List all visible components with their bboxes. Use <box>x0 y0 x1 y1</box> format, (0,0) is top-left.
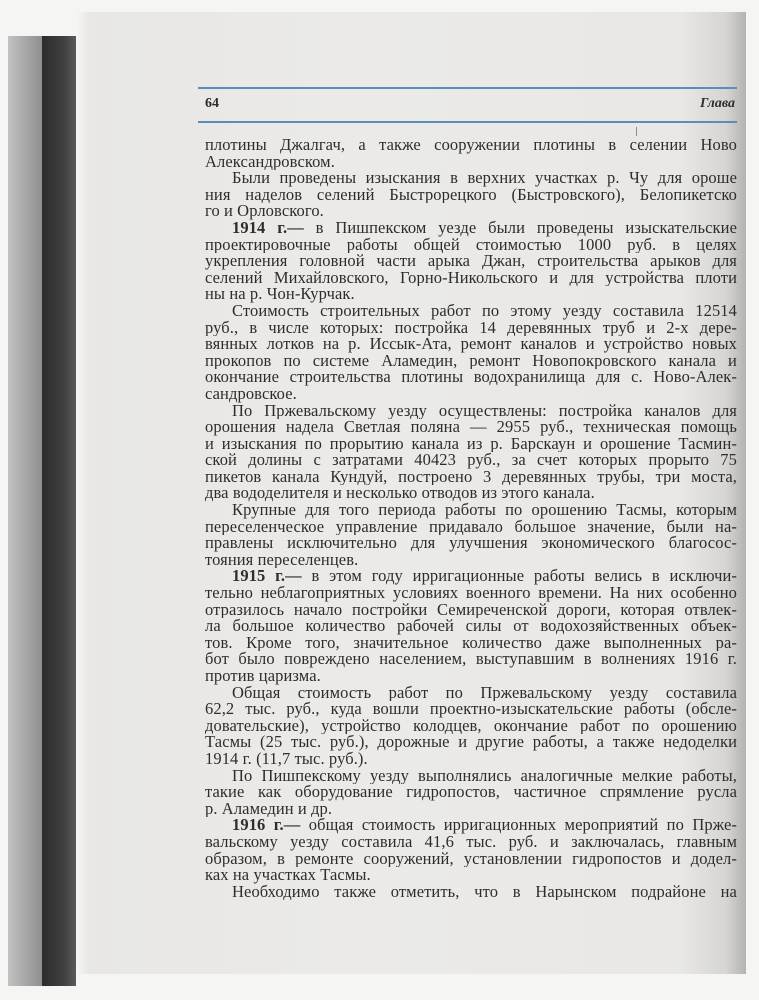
year-heading: 1914 г.— <box>232 219 304 237</box>
running-head: Глава <box>699 96 735 111</box>
text-line: Стоимость строительных работ по этому уезду составила 12514 <box>232 302 737 320</box>
text-line: тельно неблагоприятных условиях военного времени. На них особенно <box>205 585 737 602</box>
text-line <box>205 817 737 834</box>
text-line: тов. Кроме того, значительное количество даже выполненных ра- <box>205 634 737 652</box>
text-line: ны на р. Чон-Курчак. <box>205 286 355 303</box>
text-line: прокопов по системе Аламедин, ремонт Новопокровского канала и <box>205 352 737 370</box>
text-line: р. Аламедин и др. <box>205 800 333 818</box>
page-number: 64 <box>205 96 219 111</box>
scan-mark <box>636 127 637 136</box>
text-line: вянных лотков на р. Иссык-Ата, ремонт каналов и устройство новых <box>205 336 737 353</box>
text-line: Александровском. <box>205 153 335 171</box>
text-line <box>205 220 737 237</box>
text-line: пикетов канала Кундуй, построено 3 деревянных трубы, три моста, <box>205 468 737 486</box>
text-line: ской долины с затратами 40423 руб., за счет которых прорыто 75 <box>205 452 737 469</box>
text-line: укрепления головной части арыка Джан, строительства арыков для <box>205 253 737 270</box>
text-line: два вододелителя и несколько отводов из этого канала. <box>205 485 595 503</box>
text-line: довательские), устройство колодцев, окончание работ по орошению <box>205 717 737 735</box>
text-line: го и Орловского. <box>205 203 324 220</box>
text-line: такие как оборудование гидропостов, частичное спрямление русла <box>205 784 737 801</box>
text-line: сандровское. <box>205 385 297 403</box>
text-line-rest: общая стоимость ирригационных мероприятий по Прже- <box>300 817 737 834</box>
text-line: против царизма. <box>205 668 321 685</box>
text-line: Крупные для того периода работы по орошению Тасмы, которым <box>232 502 737 519</box>
text-line: ла большое количество рабочей силы от водохозяйственных объек- <box>205 618 737 635</box>
text-line: руб., в числе которых: постройка 14 деревянных труб и 2-х дере- <box>205 319 737 337</box>
text-line: тояния переселенцев. <box>205 551 359 569</box>
text-line: 1914 г. (11,7 тыс. руб.). <box>205 750 368 768</box>
text-line: проектировочные работы общей стоимостью 1000 руб. в целях <box>205 236 737 254</box>
scanner-edge <box>8 36 44 986</box>
text-line-rest: в Пишпекском уезде были проведены изыскательские <box>303 219 737 237</box>
text-line: переселенческое управление придавало большое значение, были на- <box>205 518 737 536</box>
book-spine-shadow <box>42 36 76 986</box>
body-text <box>205 137 737 900</box>
text-line: правлены исключительно для улучшения экономического благосос- <box>205 535 737 552</box>
year-heading: 1916 г.— <box>232 817 301 834</box>
text-line: По Пишпекскому уезду выполнялись аналогичные мелкие работы, <box>232 767 737 785</box>
text-line: Общая стоимость работ по Пржевальскому уезду составила <box>232 684 737 702</box>
header-rule-bottom <box>198 121 737 123</box>
text-line-rest: в этом году ирригационные работы велись в исключи- <box>301 568 737 586</box>
text-line: Тасмы (25 тыс. руб.), дорожные и другие работы, а также недоделки <box>205 734 737 751</box>
text-line: и изыскания по прорытию канала из р. Барскаун и орошение Тасмин- <box>205 435 737 453</box>
text-line: Были проведены изыскания в верхних участках р. Чу для ороше <box>232 170 737 187</box>
text-line: образом, в ремонте сооружений, установлении гидропостов и додел- <box>205 850 737 868</box>
text-line: плотины Джалгач, а также сооружении плотины в селении Ново <box>205 137 737 154</box>
text-line: орошения надела Светлая поляна — 2955 руб., техническая помощь <box>205 419 737 436</box>
text-line: По Пржевальскому уезду осуществлены: постройка каналов для <box>232 402 737 420</box>
text-line: ния наделов селений Быстрорецкого (Быстровского), Белопикетско <box>205 186 737 204</box>
text-line: селений Михайловского, Горно-Никольского и для устройства плоти <box>205 269 737 287</box>
text-line: ках на участках Тасмы. <box>205 867 371 884</box>
text-line: вальскому уезду составила 41,6 тыс. руб. и заключалась, главным <box>205 833 737 851</box>
text-line <box>205 568 737 585</box>
header-rule-top <box>198 87 737 89</box>
text-line: бот было повреждено населением, выступавшим в волнениях 1916 г. <box>205 651 737 668</box>
text-line: отразилось начало постройки Семиреченской дороги, которая отвлек- <box>205 601 737 619</box>
text-line: окончание строительства плотины водохранилища для с. Ново-Алек- <box>205 369 737 386</box>
text-line: Необходимо также отметить, что в Нарынском подрайоне на <box>232 883 737 901</box>
year-heading: 1915 г.— <box>232 568 302 586</box>
text-line: 62,2 тыс. руб., куда вошли проектно-изыскательские работы (обсле- <box>205 701 737 718</box>
